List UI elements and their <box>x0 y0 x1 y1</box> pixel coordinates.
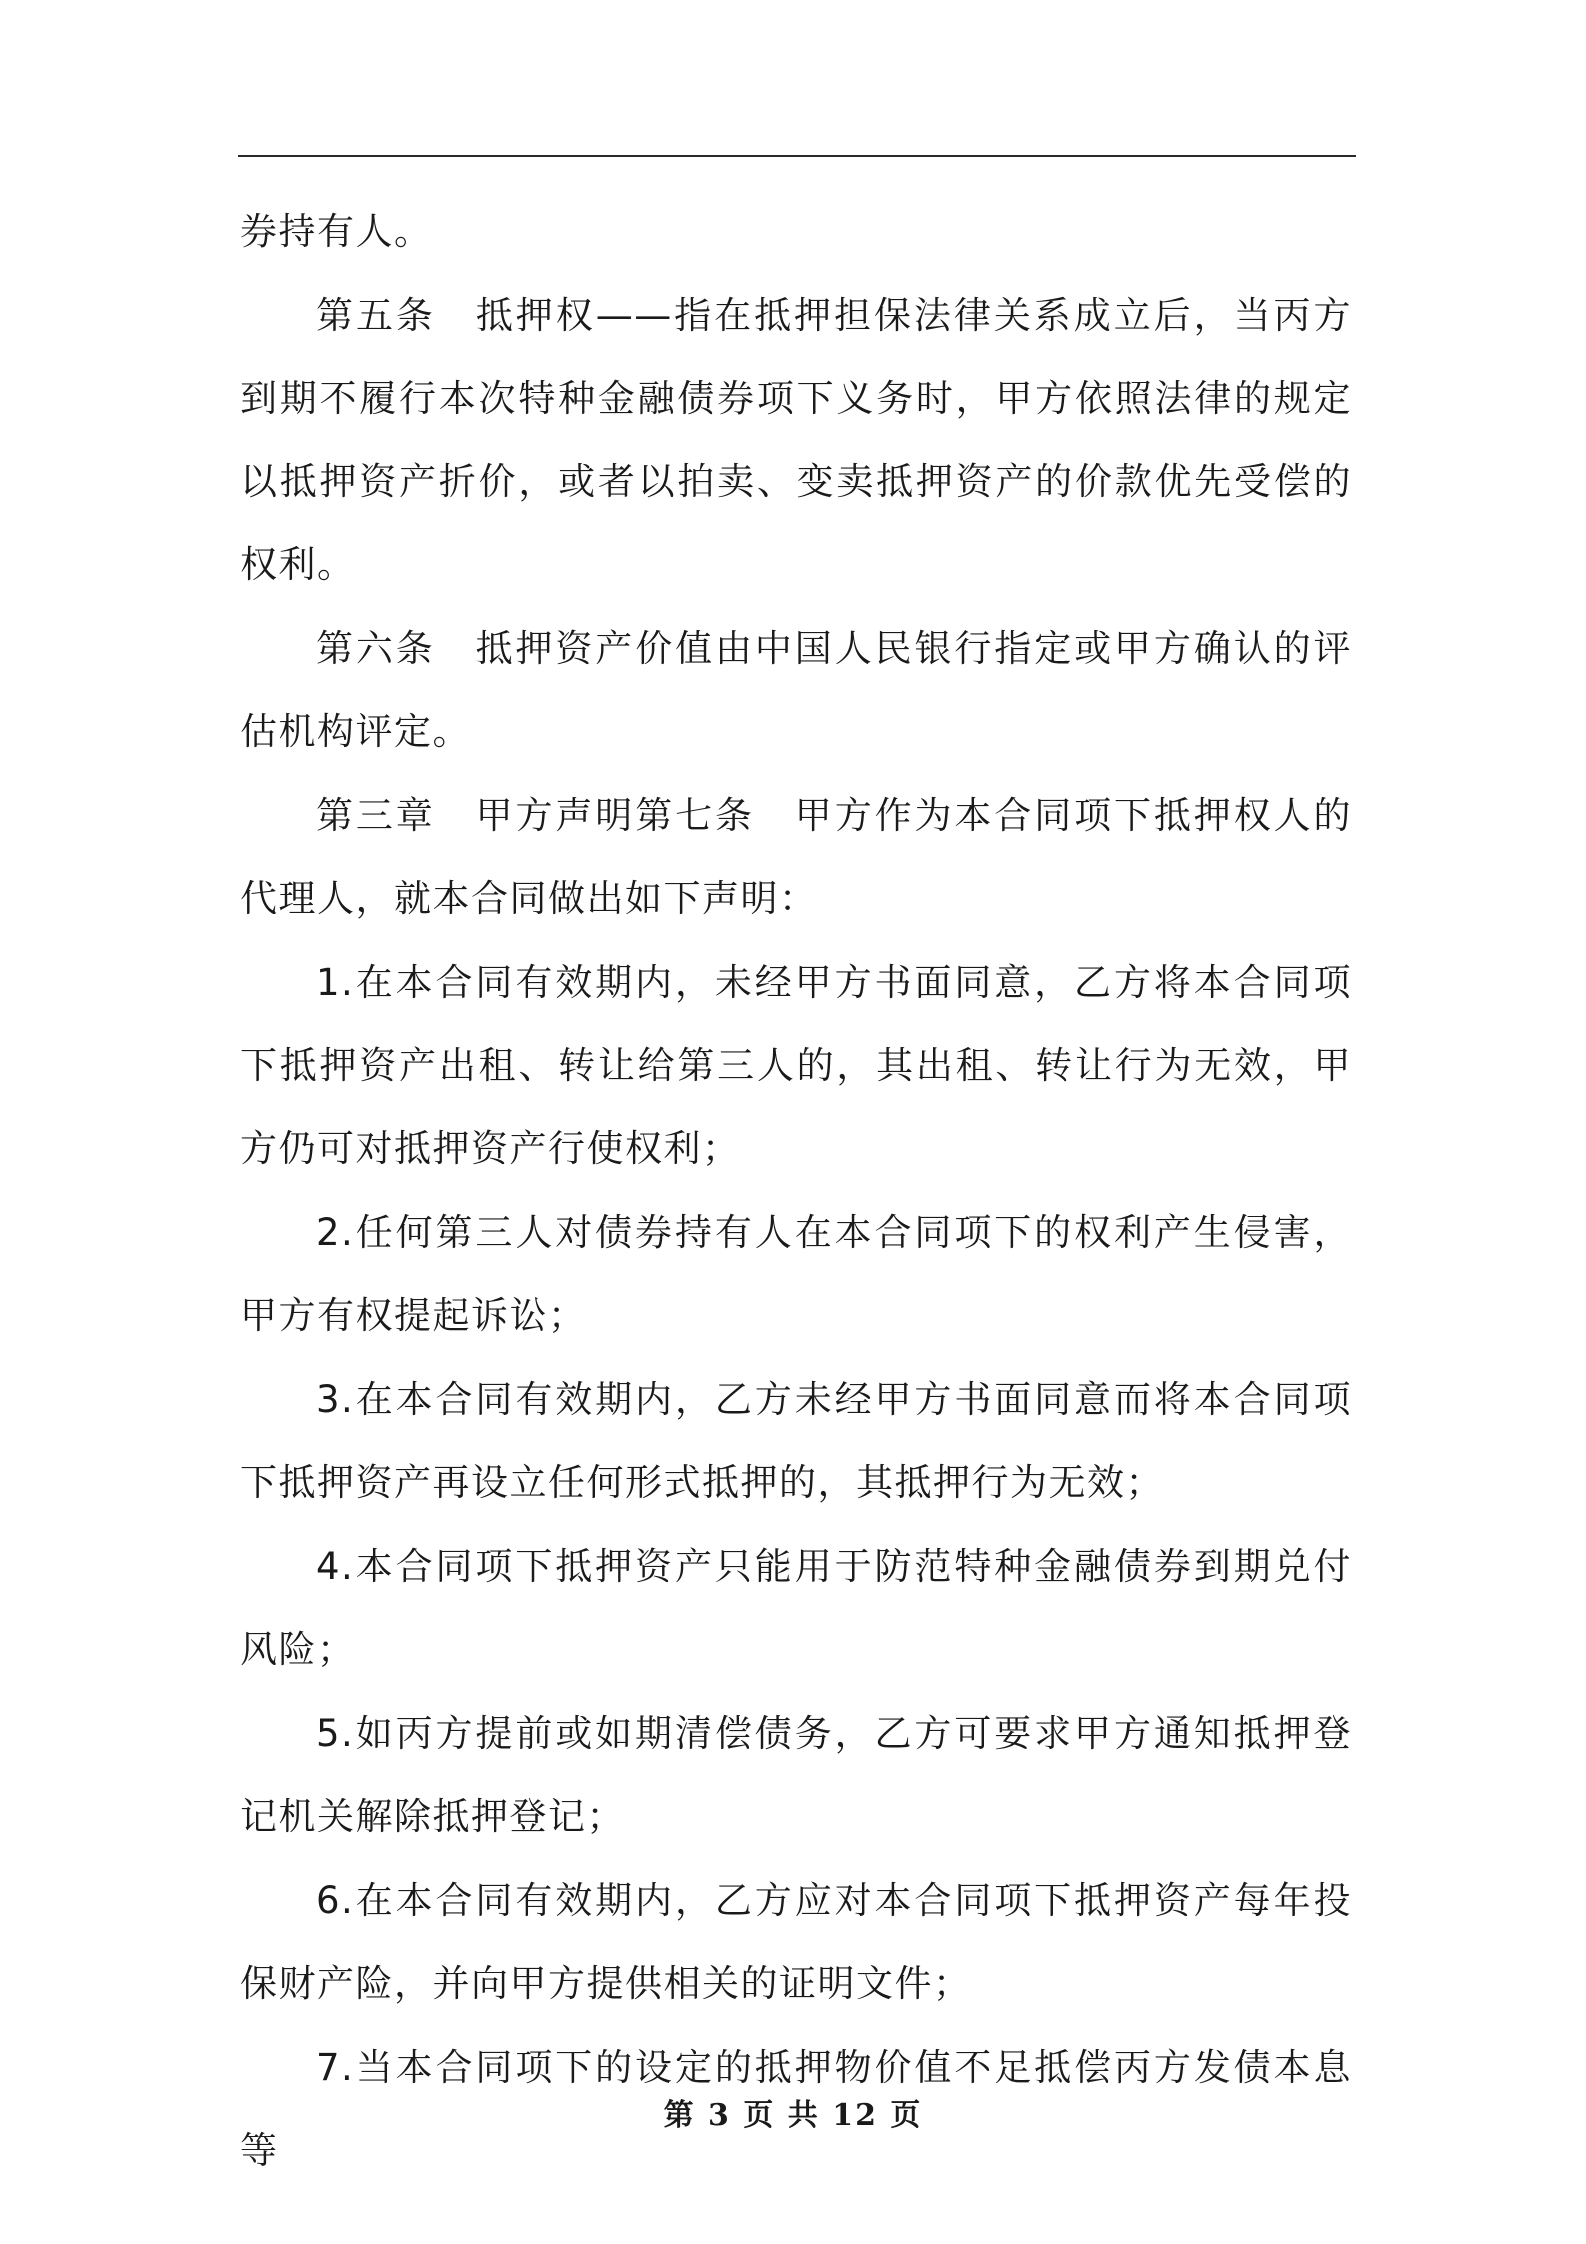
paragraph-continuation: 券持有人。 <box>240 210 433 253</box>
document-body <box>240 190 1352 2193</box>
paragraph-item-1: 1.在本合同有效期内，未经甲方书面同意，乙方将本合同项下抵押资产出租、转让给第三人的，其出租、转让行为无效，甲方仍可对抵押资产行使权利； <box>240 961 1352 1170</box>
paragraph-item-4: 4.本合同项下抵押资产只能用于防范特种金融债券到期兑付风险； <box>240 1545 1352 1671</box>
header-rule <box>238 155 1356 157</box>
paragraph-item-7: 7.当本合同项下的设定的抵押物价值不足抵偿丙方发债本息等 <box>240 2046 1352 2172</box>
page-number: 第 3 页 共 12 页 <box>663 2098 923 2133</box>
paragraph-article-6: 第六条 抵押资产价值由中国人民银行指定或甲方确认的评估机构评定。 <box>240 627 1352 753</box>
paragraph-article-5: 第五条 抵押权——指在抵押担保法律关系成立后，当丙方到期不履行本次特种金融债券项下义务时，甲方依照法律的规定以抵押资产折价，或者以拍卖、变卖抵押资产的价款优先受偿的权利。 <box>240 294 1352 586</box>
paragraph-chapter-3-article-7: 第三章 甲方声明第七条 甲方作为本合同项下抵押权人的代理人，就本合同做出如下声明： <box>240 794 1352 920</box>
paragraph-item-6: 6.在本合同有效期内，乙方应对本合同项下抵押资产每年投保财产险，并向甲方提供相关的证明文件； <box>240 1879 1352 2005</box>
paragraph-item-2: 2.任何第三人对债券持有人在本合同项下的权利产生侵害，甲方有权提起诉讼； <box>240 1211 1352 1337</box>
paragraph-item-5: 5.如丙方提前或如期清偿债务，乙方可要求甲方通知抵押登记机关解除抵押登记； <box>240 1712 1352 1838</box>
paragraph-item-3: 3.在本合同有效期内，乙方未经甲方书面同意而将本合同项下抵押资产再设立任何形式抵押的，其抵押行为无效； <box>240 1378 1352 1504</box>
